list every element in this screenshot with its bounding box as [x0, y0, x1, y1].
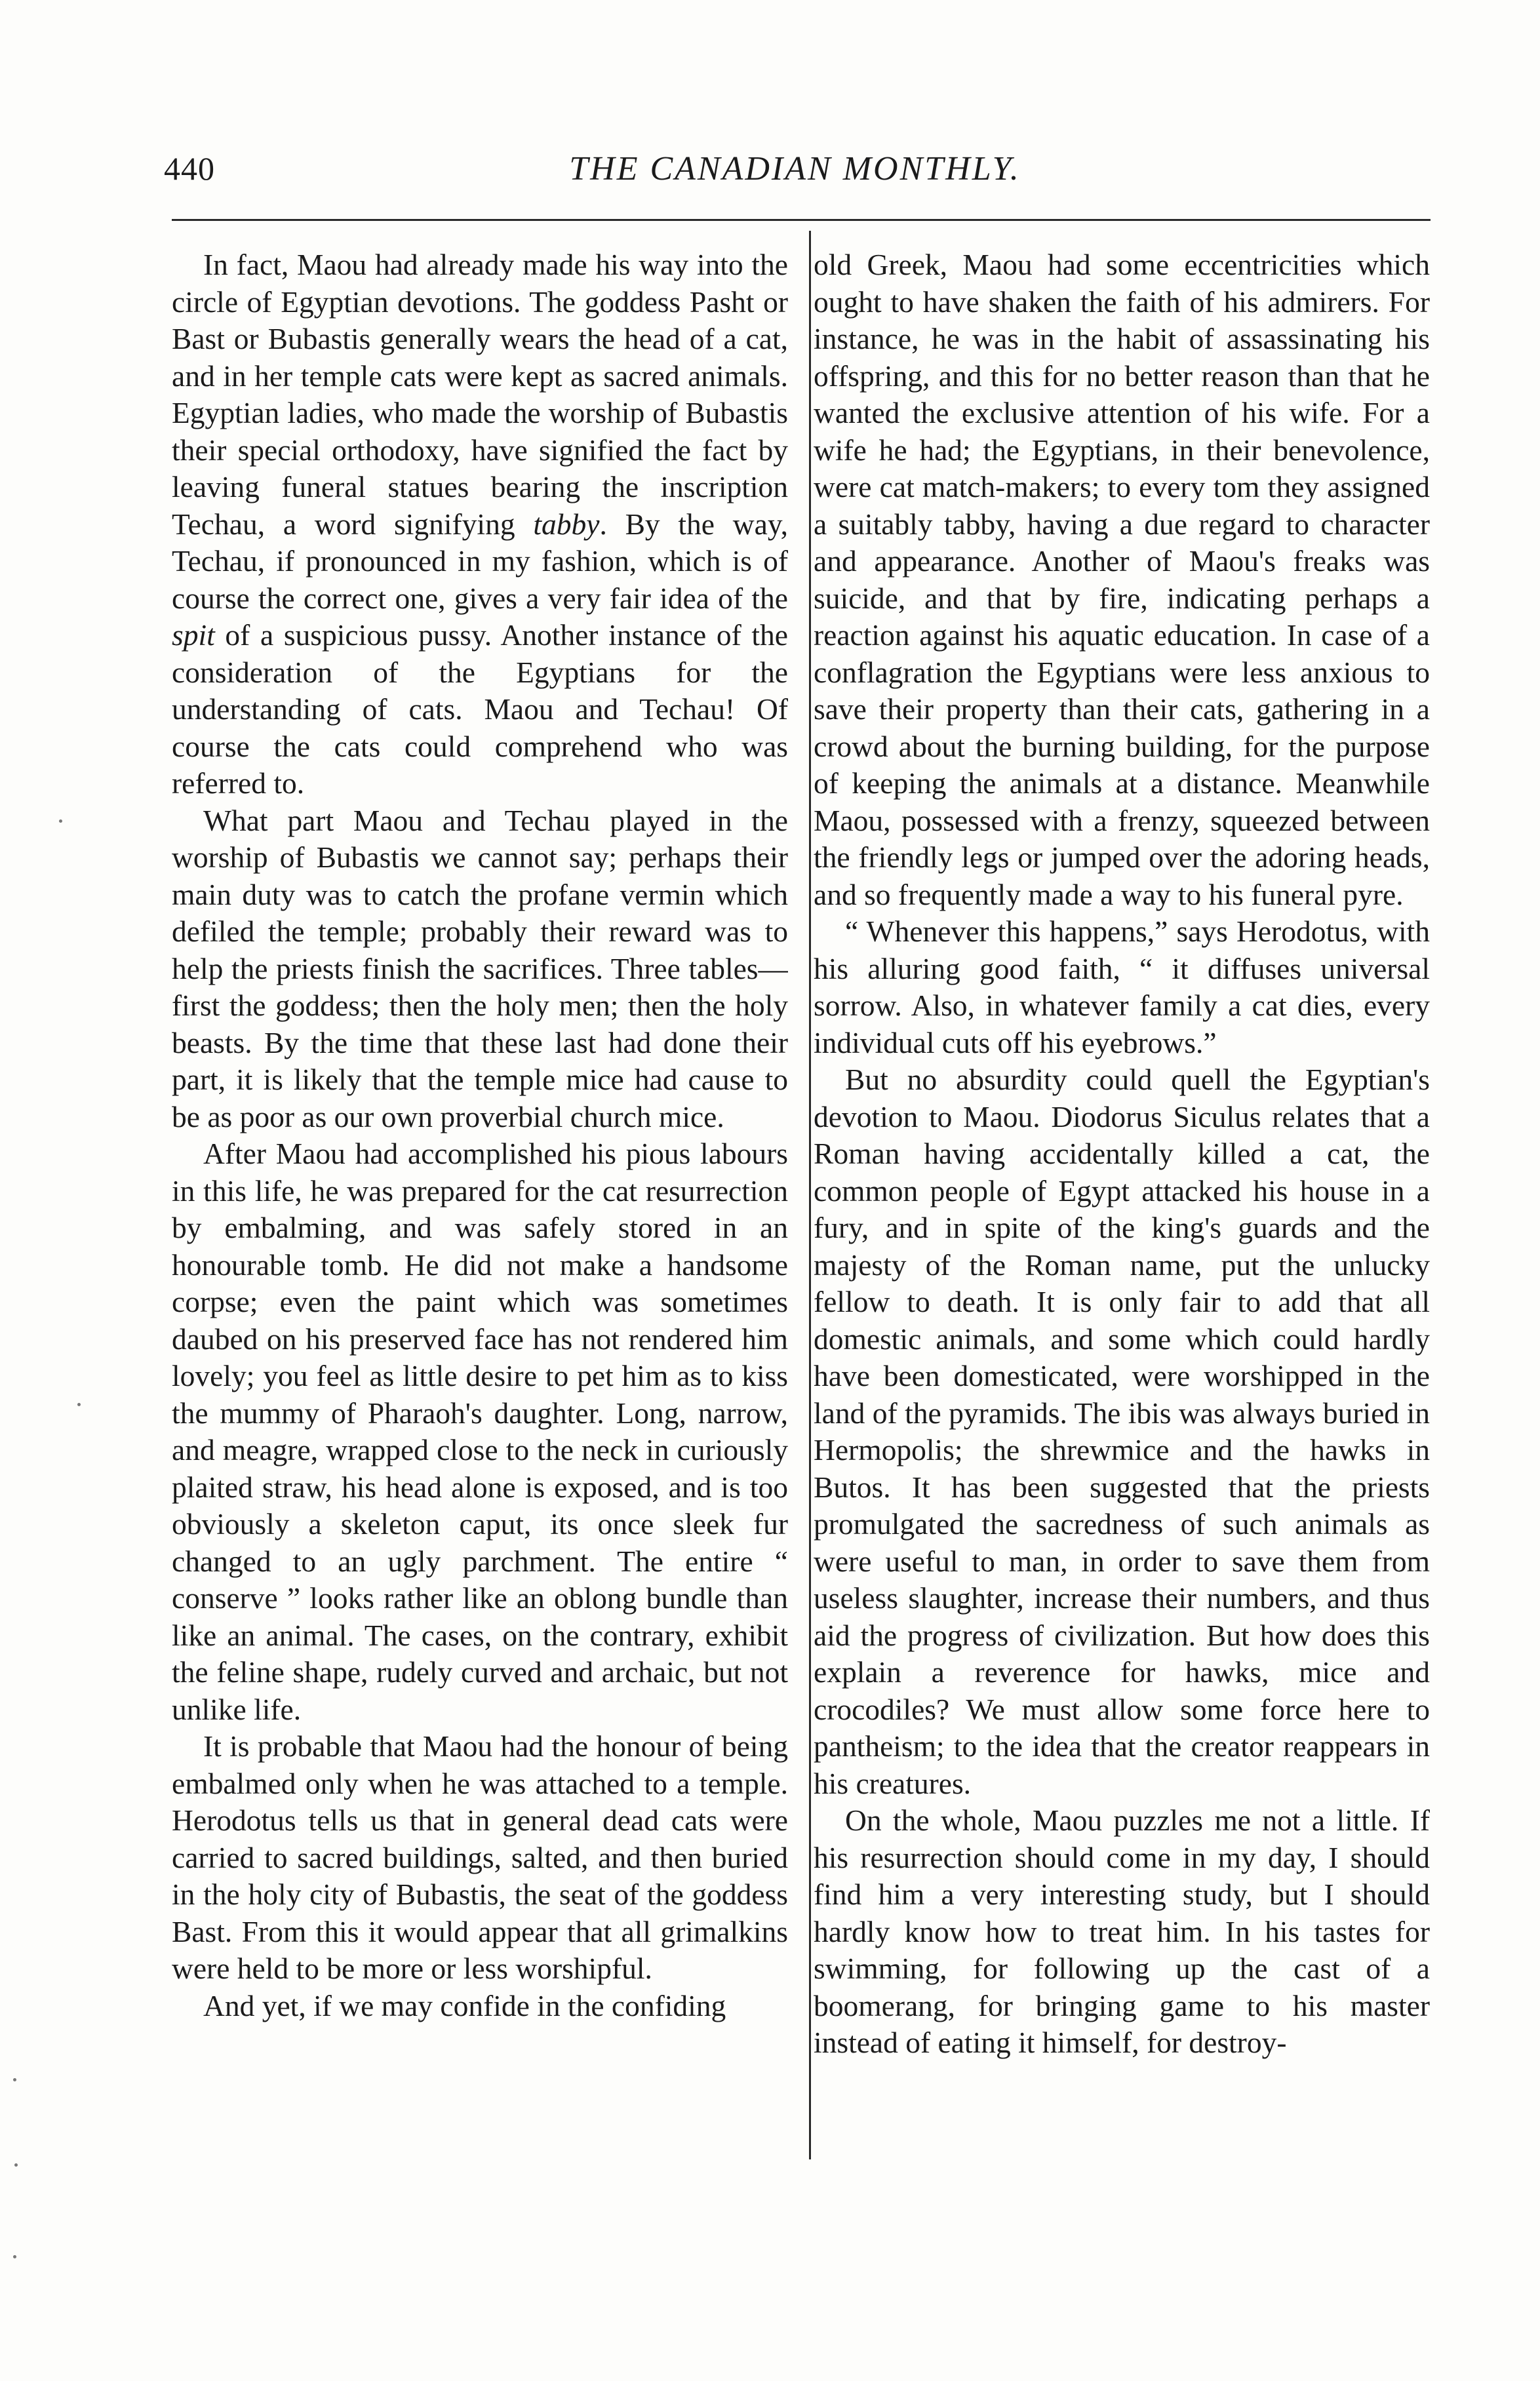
scan-speck	[13, 2078, 16, 2081]
italic-word: spit	[172, 618, 215, 652]
paragraph: old Greek, Maou had some eccentricities which ought to have shaken the faith of his admirers. For instance, he was in the habit of assassinating his offspring, and this for no better reason than that he wanted the exclusive attention of his wife. For a wife he had; the Egyptians, in their benevolence, were cat match-makers; to every tom they assigned a suitably tabby, having a due regard to character and appearance. Another of Maou's freaks was suicide, and that by fire, indicating perhaps a reaction against his aquatic education. In case of a conflagration the Egyptians were less anxious to save their property than their cats, gathering in a crowd about the burning building, for the purpose of keeping the animals at a distance. Meanwhile Maou, possessed with a frenzy, squeezed between the friendly legs or jumped over the adoring heads, and so frequently made a way to his funeral pyre.	[814, 248, 1430, 911]
column-divider	[809, 231, 811, 2159]
paragraph: After Maou had accomplished his pious labours in this life, he was prepared for the cat resurrection by embalming, and was safely stored in an honourable tomb. He did not make a handsome corpse; even the paint which was sometimes daubed on his preserved face has not rendered him lovely; you feel as little desire to pet him as to kiss the mummy of Pharaoh's daughter. Long, narrow, and meagre, wrapped close to the neck in curiously plaited straw, his head alone is exposed, and is too obviously a skeleton caput, its once sleek fur changed to an ugly parchment. The entire “ conserve ” looks rather like an oblong bundle than like an animal. The cases, on the contrary, exhibit the feline shape, rudely curved and archaic, but not unlike life.	[172, 1137, 788, 1726]
left-column	[172, 246, 788, 2161]
paragraph: What part Maou and Techau played in the worship of Bubastis we cannot say; perhaps their main duty was to catch the profane vermin which defiled the temple; probably their reward was to help the priests finish the sacrifices. Three tables—first the goddess; then the holy men; then the holy beasts. By the time that these last had done their part, it is likely that the temple mice had cause to be as poor as our own proverbial church mice.	[172, 803, 788, 1133]
paragraph: It is probable that Maou had the honour of being embalmed only when he was attached to a temple. Herodotus tells us that in general dead cats were carried to sacred buildings, salted, and then buried in the holy city of Bubastis, the seat of the goddess Bast. From this it would appear that all grimalkins were held to be more or less worshipful.	[172, 1729, 788, 1985]
right-column	[814, 246, 1430, 2161]
paragraph: In fact, Maou had already made his way into the circle of Egyptian devotions. The goddess Pasht or Bast or Bubastis generally wears the head of a cat, and in her temple cats were kept as sacred animals. Egyptian ladies, who made the worship of Bubastis their special orthodoxy, have signified the fact by leaving funeral statues bearing the inscription Techau, a word signifying tabby. By the way, Techau, if pronounced in my fashion, which is of course the correct one, gives a very fair idea of the spit of a suspicious pussy. Another instance of the consideration of the Egyptians for the understanding of cats. Maou and Techau! Of course the cats could comprehend who was referred to.	[172, 248, 788, 800]
paragraph: And yet, if we may confide in the confiding	[203, 1988, 726, 2022]
page-number: 440	[164, 150, 215, 187]
paragraph: “ Whenever this happens,” says Herodotus, with his alluring good faith, “ it diffuses universal sorrow. Also, in whatever family a cat dies, every individual cuts off his eyebrows.”	[814, 915, 1430, 1059]
page-header	[164, 149, 1426, 208]
running-title: THE CANADIAN MONTHLY.	[569, 150, 1021, 187]
scan-speck	[77, 1403, 81, 1406]
paragraph: On the whole, Maou puzzles me not a little. If his resurrection should come in my day, I should find him a very interesting study, but I should hardly know how to treat him. In his tastes for swimming, for following up the cast of a boomerang, for bringing game to his master instead of eating it himself, for destroy-	[814, 1803, 1430, 2059]
paragraph: But no absurdity could quell the Egyptian's devotion to Maou. Diodorus Siculus relates that a Roman having accidentally killed a cat, the common people of Egypt attacked his house in a fury, and in spite of the king's guards and the majesty of the Roman name, put the unlucky fellow to death. It is only fair to add that all domestic animals, and some which could hardly have been domesticated, were worshipped in the land of the pyramids. The ibis was always buried in Hermopolis; the shrewmice and the hawks in Butos. It has been suggested that the priests promulgated the sacredness of such animals as were useful to man, in order to save them from useless slaughter, increase their numbers, and thus aid the progress of civilization. But how does this explain a reverence for hawks, mice and crocodiles? We must allow some force here to pantheism; to the idea that the creator reappears in his creatures.	[814, 1063, 1430, 1800]
header-rule	[172, 219, 1431, 221]
scan-speck	[14, 2163, 18, 2167]
italic-word: tabby	[533, 507, 600, 541]
scan-speck	[59, 819, 62, 823]
scan-speck	[13, 2255, 16, 2258]
